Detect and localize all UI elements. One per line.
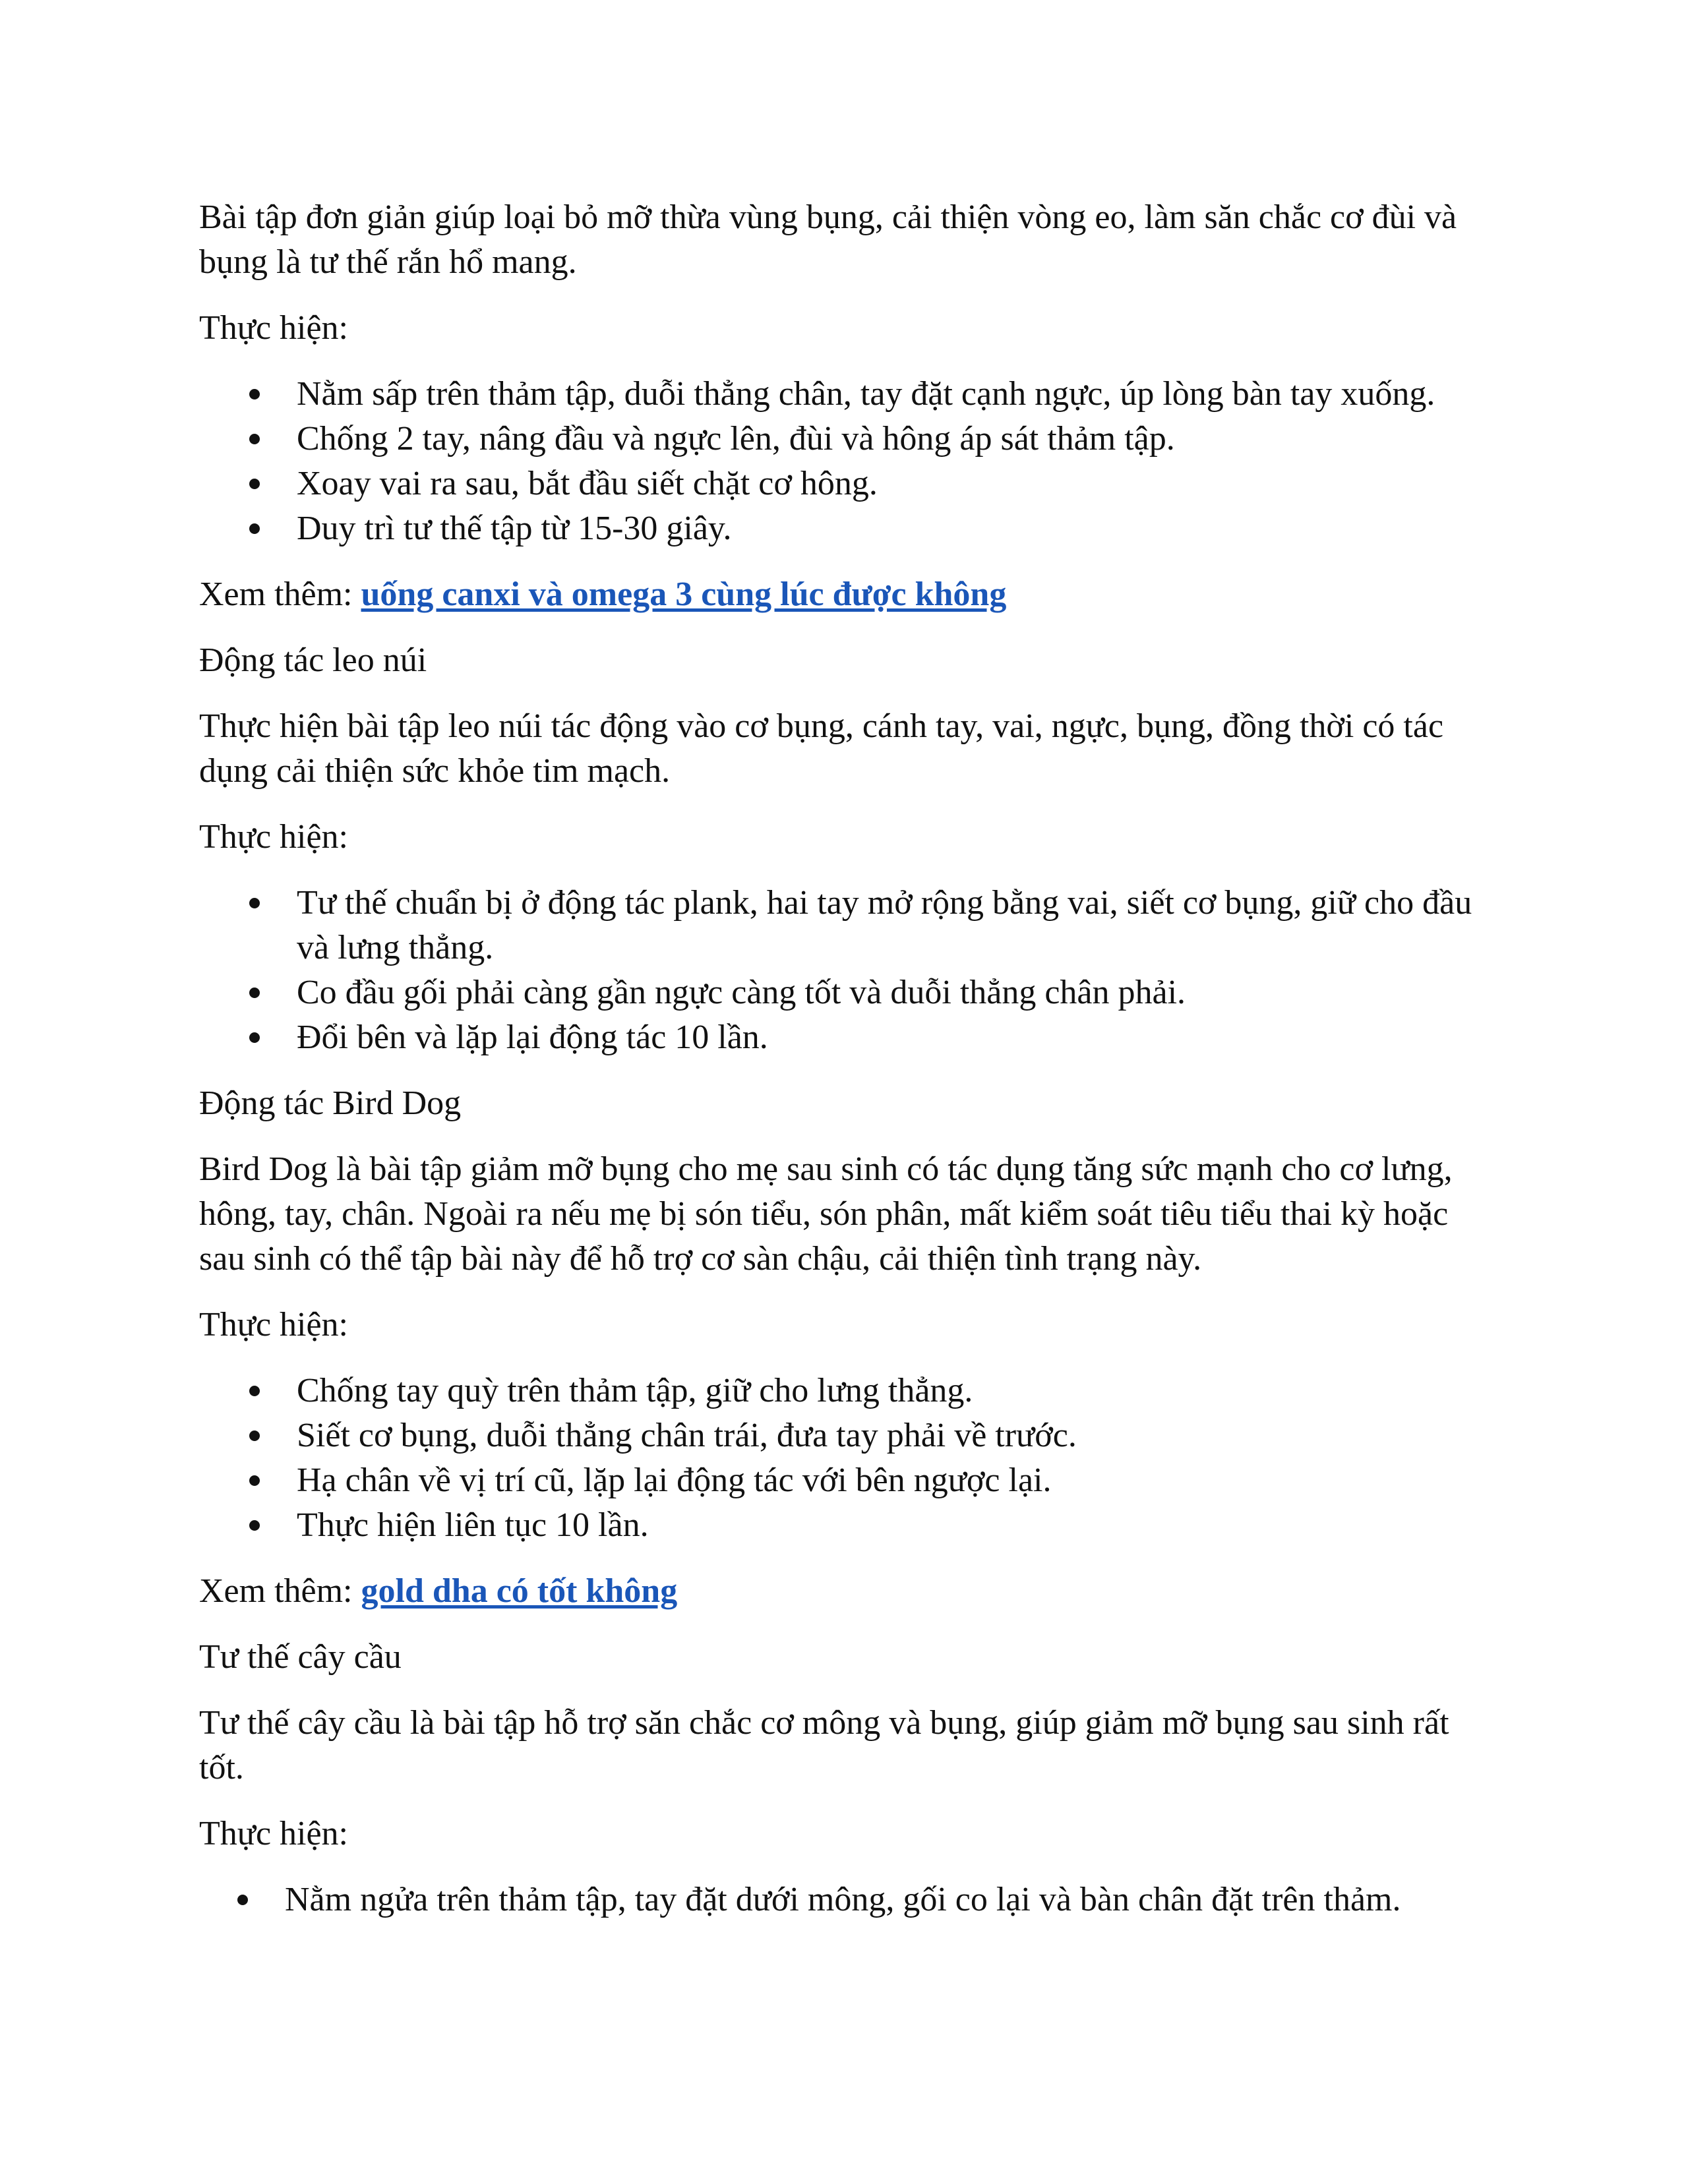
list-item: Nằm ngửa trên thảm tập, tay đặt dưới mông, gối co lại và bàn chân đặt trên thảm. xyxy=(285,1877,1492,1922)
document-body xyxy=(199,195,1492,1943)
list-item: Siết cơ bụng, duỗi thẳng chân trái, đưa tay phải về trước. xyxy=(297,1413,1492,1458)
section-heading-bridge: Tư thế cây cầu xyxy=(199,1638,402,1676)
list-item: Xoay vai ra sau, bắt đầu siết chặt cơ hông. xyxy=(297,461,1492,506)
list-item: Thực hiện liên tục 10 lần. xyxy=(297,1503,1492,1548)
list-item: Hạ chân về vị trí cũ, lặp lại động tác với bên ngược lại. xyxy=(297,1458,1492,1503)
list-item: Đổi bên và lặp lại động tác 10 lần. xyxy=(297,1015,1492,1060)
bridge-description: Tư thế cây cầu là bài tập hỗ trợ săn chắc cơ mông và bụng, giúp giảm mỡ bụng sau sinh rất tốt. xyxy=(199,1704,1449,1786)
see-more-2 xyxy=(199,1569,1492,1614)
intro-paragraph: Bài tập đơn giản giúp loại bỏ mỡ thừa vùng bụng, cải thiện vòng eo, làm săn chắc cơ đùi và bụng là tư thế rắn hổ mang. xyxy=(199,198,1457,281)
section-heading-birddog: Động tác Bird Dog xyxy=(199,1084,462,1122)
see-more-link-gold-dha[interactable]: gold dha có tốt không xyxy=(361,1572,678,1610)
steps-list-1 xyxy=(199,372,1492,551)
see-more-1 xyxy=(199,572,1492,617)
list-item: Nằm sấp trên thảm tập, duỗi thẳng chân, tay đặt cạnh ngực, úp lòng bàn tay xuống. xyxy=(297,372,1492,417)
list-item: Tư thế chuẩn bị ở động tác plank, hai tay mở rộng bằng vai, siết cơ bụng, giữ cho đầu và lưng thẳng. xyxy=(297,881,1492,970)
steps-list-4 xyxy=(199,1877,1492,1922)
climb-description: Thực hiện bài tập leo núi tác động vào cơ bụng, cánh tay, vai, ngực, bụng, đồng thời có tác dụng cải thiện sức khỏe tim mạch. xyxy=(199,707,1444,790)
steps-list-3 xyxy=(199,1369,1492,1548)
see-more-label: Xem thêm: xyxy=(199,576,361,613)
steps-list-2 xyxy=(199,881,1492,1060)
howto-label-4: Thực hiện: xyxy=(199,1815,349,1852)
birddog-description: Bird Dog là bài tập giảm mỡ bụng cho mẹ sau sinh có tác dụng tăng sức mạnh cho cơ lưng, hông, tay, chân. Ngoài ra nếu mẹ bị són tiểu, són phân, mất kiểm soát tiêu tiểu thai kỳ hoặc sau sinh có thể tập bài này để hỗ trợ cơ sàn chậu, cải thiện tình trạng này. xyxy=(199,1150,1453,1278)
list-item: Chống tay quỳ trên thảm tập, giữ cho lưng thẳng. xyxy=(297,1369,1492,1413)
list-item: Co đầu gối phải càng gần ngực càng tốt và duỗi thẳng chân phải. xyxy=(297,970,1492,1015)
see-more-link-canxi-omega[interactable]: uống canxi và omega 3 cùng lúc được không xyxy=(361,576,1007,613)
list-item: Chống 2 tay, nâng đầu và ngực lên, đùi và hông áp sát thảm tập. xyxy=(297,417,1492,461)
howto-label-2: Thực hiện: xyxy=(199,818,349,856)
howto-label-3: Thực hiện: xyxy=(199,1306,349,1343)
section-heading-climb: Động tác leo núi xyxy=(199,641,427,679)
list-item: Duy trì tư thế tập từ 15-30 giây. xyxy=(297,506,1492,551)
see-more-label: Xem thêm: xyxy=(199,1572,361,1610)
howto-label-1: Thực hiện: xyxy=(199,309,349,347)
